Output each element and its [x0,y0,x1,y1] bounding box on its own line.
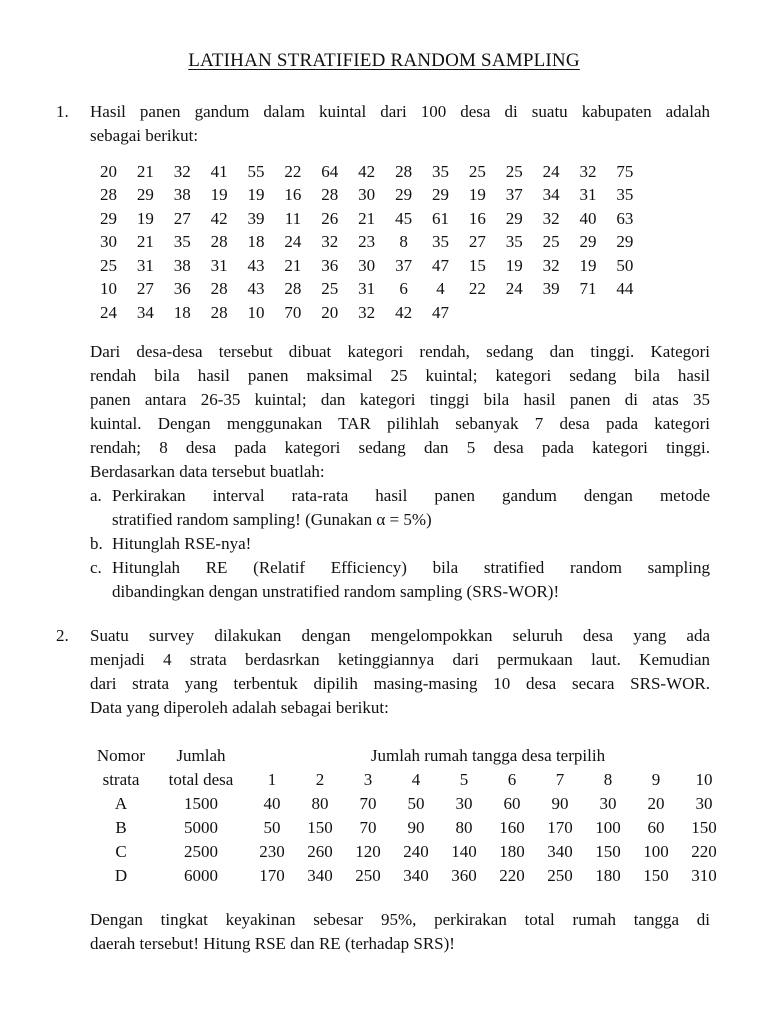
grid-cell: 39 [542,279,560,299]
value-cell: 140 [451,842,477,861]
grid-cell: 70 [284,302,302,322]
header-cell: 9 [651,770,661,789]
header-cell: 10 [695,770,713,789]
text-line: Perkirakan interval rata-rata hasil panen gandum dengan metode [112,486,710,505]
grid-cell: 20 [99,161,117,181]
header-cell: 4 [411,770,421,789]
value-cell: 70 [359,818,377,837]
grid-cell: 34 [542,185,560,205]
grid-cell: 40 [579,208,597,228]
table-header-row [88,768,728,792]
text-line: Berdasarkan data tersebut buatlah: [90,462,325,481]
text-line: Hitunglah RSE-nya! [112,534,252,553]
grid-cell: 32 [579,161,597,181]
grid-cell: 28 [210,302,228,322]
grid-cell: 22 [284,161,302,181]
value-cell: 340 [403,866,429,885]
text-line: stratified random sampling! (Gunakan α = 5%) [112,510,432,529]
total-desa-cell: 5000 [184,818,218,837]
value-cell: 170 [259,866,285,885]
grid-cell: 43 [247,255,265,275]
value-cell: 100 [595,818,621,837]
grid-cell [606,301,643,325]
text-line: Dengan tingkat keyakinan sebesar 95%, perkirakan total rumah tangga di [90,910,710,929]
header-cell: 8 [603,770,613,789]
value-cell: 170 [547,818,573,837]
text-line: rendah; 8 desa pada kategori sedang dan 5 desa pada kategori tinggi. [90,438,710,457]
value-cell: 180 [595,866,621,885]
grid-cell: 32 [321,232,339,252]
grid-cell: 25 [321,279,339,299]
header-cell: 3 [363,770,373,789]
grid-cell: 19 [247,185,265,205]
grid-cell: 26 [321,208,339,228]
question-2-intro [90,624,710,720]
grid-cell: 24 [284,232,302,252]
grid-cell: 21 [136,232,154,252]
grid-cell: 18 [173,302,191,322]
grid-cell: 6 [399,279,408,299]
value-cell: 260 [307,842,333,861]
table-row [88,816,728,840]
strata-cell: D [114,866,128,885]
grid-cell [533,301,570,325]
grid-cell: 25 [542,232,560,252]
text-line: Data yang diperoleh adalah sebagai berikut: [90,698,389,717]
grid-cell: 28 [284,279,302,299]
grid-cell: 29 [616,232,634,252]
value-cell: 150 [691,818,717,837]
grid-cell [570,301,607,325]
grid-cell: 47 [431,302,449,322]
grid-cell: 34 [136,302,154,322]
grid-cell: 15 [468,255,486,275]
grid-cell: 37 [505,185,523,205]
grid-cell: 29 [505,208,523,228]
grid-cell: 22 [468,279,486,299]
header-cell: strata [102,770,140,789]
value-cell: 220 [691,842,717,861]
value-cell: 150 [595,842,621,861]
grid-cell: 27 [173,208,191,228]
grid-cell: 47 [431,255,449,275]
grid-cell [459,301,496,325]
value-cell: 310 [691,866,717,885]
value-cell: 340 [307,866,333,885]
text-line: kuintal. Dengan menggunakan TAR pilihlah sebanyak 7 desa pada kategori [90,414,710,433]
grid-cell: 10 [99,279,117,299]
value-cell: 70 [359,794,377,813]
grid-cell: 27 [136,279,154,299]
grid-cell: 25 [468,161,486,181]
grid-cell: 35 [616,185,634,205]
grid-cell: 64 [321,161,339,181]
grid-cell: 24 [505,279,523,299]
grid-cell: 31 [579,185,597,205]
value-cell: 50 [263,818,281,837]
text-line: Dari desa-desa tersebut dibuat kategori rendah, sedang dan tinggi. Kategori [90,342,710,361]
table-row [88,864,728,888]
grid-cell: 23 [358,232,376,252]
grid-cell: 28 [210,232,228,252]
value-cell: 60 [647,818,665,837]
harvest-data-grid [90,160,643,325]
grid-cell: 38 [173,255,191,275]
header-cell: Jumlah rumah tangga desa terpilih [370,746,606,765]
grid-cell: 18 [247,232,265,252]
value-cell: 40 [263,794,281,813]
value-cell: 150 [307,818,333,837]
text-line: Hasil panen gandum dalam kuintal dari 100 desa di suatu kabupaten adalah [90,102,710,121]
page-title: LATIHAN STRATIFIED RANDOM SAMPLING [188,50,580,71]
header-cell: 5 [459,770,469,789]
text-line: menjadi 4 strata berdasrkan ketinggiannya dari permukaan laut. Kemudian [90,650,710,669]
grid-cell: 25 [99,255,117,275]
text-line: Hitunglah RE (Relatif Efficiency) bila stratified random sampling [112,558,710,577]
value-cell: 240 [403,842,429,861]
grid-cell: 21 [136,161,154,181]
grid-cell: 28 [321,185,339,205]
question-2-number: 2. [56,626,69,645]
value-cell: 360 [451,866,477,885]
value-cell: 120 [355,842,381,861]
grid-cell: 42 [210,208,228,228]
grid-cell: 36 [173,279,191,299]
grid-cell: 20 [321,302,339,322]
table-row [88,840,728,864]
grid-cell: 37 [395,255,413,275]
grid-cell: 19 [579,255,597,275]
grid-row [90,160,643,184]
question-1-tasks [90,484,710,604]
value-cell: 100 [643,842,669,861]
grid-cell: 32 [358,302,376,322]
strata-cell: A [114,794,128,813]
question-1-intro [90,100,710,148]
grid-cell: 29 [136,185,154,205]
text-line: dari strata yang terbentuk dipilih masing-masing 10 desa secara SRS-WOR. [90,674,710,693]
grid-cell: 43 [247,279,265,299]
header-cell: 1 [267,770,277,789]
text-line: panen antara 26-35 kuintal; dan kategori tinggi bila hasil panen di atas 35 [90,390,710,409]
text-line: rendah bila hasil panen maksimal 25 kuintal; kategori sedang bila hasil [90,366,710,385]
task-marker: b. [90,534,103,553]
grid-cell: 61 [431,208,449,228]
value-cell: 340 [547,842,573,861]
grid-cell: 19 [468,185,486,205]
grid-cell: 35 [431,232,449,252]
text-line: Suatu survey dilakukan dengan mengelompokkan seluruh desa yang ada [90,626,710,645]
value-cell: 30 [599,794,617,813]
text-line: daerah tersebut! Hitung RSE dan RE (terhadap SRS)! [90,934,455,953]
grid-cell: 50 [616,255,634,275]
value-cell: 90 [551,794,569,813]
grid-cell: 28 [210,279,228,299]
task-item-b [90,532,710,556]
table-header-row [88,744,728,768]
header-cell: 6 [507,770,517,789]
grid-cell: 35 [431,161,449,181]
value-cell: 80 [311,794,329,813]
grid-cell: 4 [436,279,445,299]
header-cell: Nomor [96,746,146,765]
value-cell: 30 [695,794,713,813]
value-cell: 160 [499,818,525,837]
grid-cell: 32 [542,255,560,275]
question-1-description [90,340,710,484]
value-cell: 230 [259,842,285,861]
grid-cell: 24 [99,302,117,322]
grid-cell: 16 [468,208,486,228]
grid-cell: 32 [173,161,191,181]
grid-cell: 28 [395,161,413,181]
grid-cell: 44 [616,279,634,299]
value-cell: 60 [503,794,521,813]
value-cell: 30 [455,794,473,813]
grid-cell: 19 [210,185,228,205]
value-cell: 220 [499,866,525,885]
question-2-closing [90,908,710,956]
task-item-a [90,484,710,532]
grid-cell: 29 [431,185,449,205]
grid-row [90,254,643,278]
grid-cell: 19 [505,255,523,275]
header-cell: 2 [315,770,325,789]
grid-cell: 30 [358,185,376,205]
grid-cell: 29 [579,232,597,252]
value-cell: 50 [407,794,425,813]
grid-row [90,301,643,325]
grid-cell: 19 [136,208,154,228]
grid-cell: 55 [247,161,265,181]
grid-row [90,207,643,231]
grid-cell: 10 [247,302,265,322]
header-cell: Jumlah [176,746,226,765]
grid-cell: 39 [247,208,265,228]
grid-cell: 30 [358,255,376,275]
strata-cell: B [115,818,127,837]
grid-row [90,184,643,208]
grid-cell: 28 [99,185,117,205]
task-item-c [90,556,710,604]
grid-cell: 38 [173,185,191,205]
value-cell: 90 [407,818,425,837]
question-1-number: 1. [56,102,69,121]
value-cell: 150 [643,866,669,885]
text-line: sebagai berikut: [90,126,199,145]
grid-cell: 29 [395,185,413,205]
total-desa-cell: 2500 [184,842,218,861]
grid-cell: 27 [468,232,486,252]
grid-cell: 35 [505,232,523,252]
value-cell: 180 [499,842,525,861]
value-cell: 250 [355,866,381,885]
grid-cell: 24 [542,161,560,181]
grid-cell: 31 [210,255,228,275]
grid-cell: 45 [395,208,413,228]
value-cell: 80 [455,818,473,837]
grid-cell: 63 [616,208,634,228]
grid-cell: 41 [210,161,228,181]
grid-cell: 71 [579,279,597,299]
grid-cell: 29 [99,208,117,228]
table-row [88,792,728,816]
task-marker: c. [90,558,102,577]
grid-cell: 42 [358,161,376,181]
grid-row [90,278,643,302]
grid-row [90,231,643,255]
grid-cell [496,301,533,325]
header-cell: total desa [168,770,234,789]
grid-cell: 35 [173,232,191,252]
grid-cell: 21 [284,255,302,275]
header-cell: 7 [555,770,565,789]
text-line: dibandingkan dengan unstratified random sampling (SRS-WOR)! [112,582,560,601]
grid-cell: 31 [358,279,376,299]
grid-cell: 32 [542,208,560,228]
grid-cell: 11 [284,208,302,228]
grid-cell: 42 [395,302,413,322]
total-desa-cell: 6000 [184,866,218,885]
grid-cell: 8 [399,232,408,252]
grid-cell: 30 [99,232,117,252]
value-cell: 250 [547,866,573,885]
strata-cell: C [115,842,127,861]
grid-cell: 75 [616,161,634,181]
strata-data-table [88,744,728,888]
grid-cell: 21 [358,208,376,228]
grid-cell: 25 [505,161,523,181]
grid-cell: 16 [284,185,302,205]
grid-cell: 31 [136,255,154,275]
value-cell: 20 [647,794,665,813]
total-desa-cell: 1500 [184,794,218,813]
task-marker: a. [90,486,102,505]
grid-cell: 36 [321,255,339,275]
